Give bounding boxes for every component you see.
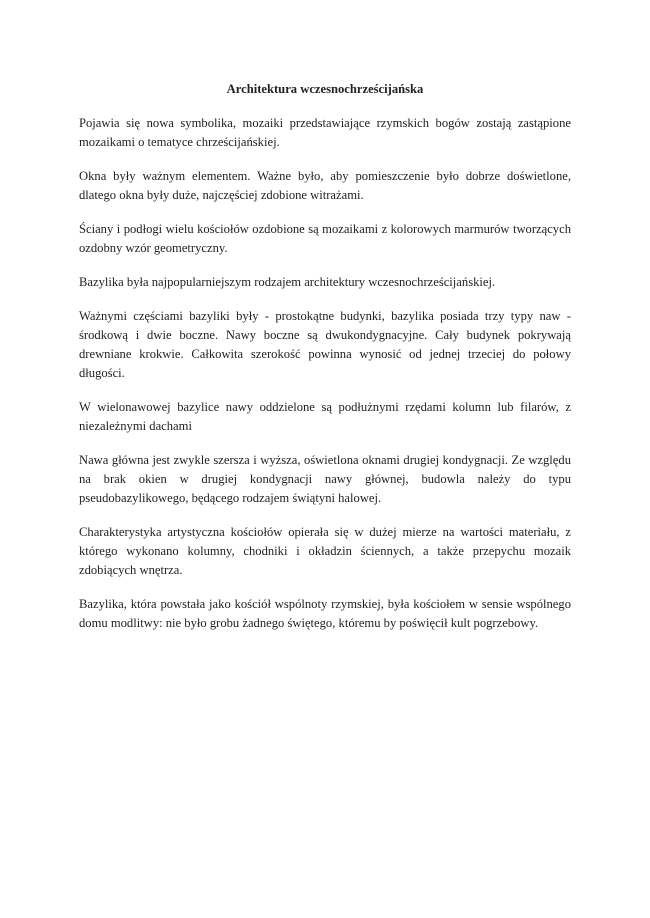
paragraph-4: Bazylika była najpopularniejszym rodzajem architektury wczesnochrześcijańskiej. xyxy=(79,275,496,289)
paragraph-8: Charakterystyka artystyczna kościołów opierała się w dużej mierze na wartości materiału, z którego wykonano kolumny, chodniki i okładzin ściennych, a także przepychu mozaik zdobiących wnętrza. xyxy=(79,525,571,577)
paragraph-6: W wielonawowej bazylice nawy oddzielone są podłużnymi rzędami kolumn lub filarów, z niezależnymi dachami xyxy=(79,400,571,433)
paragraph-1: Pojawia się nowa symbolika, mozaiki przedstawiające rzymskich bogów zostają zastąpione mozaikami o tematyce chrześcijańskiej. xyxy=(79,116,571,149)
document-title: Architektura wczesnochrześcijańska xyxy=(226,82,424,96)
paragraph-2: Okna były ważnym elementem. Ważne było, aby pomieszczenie było dobrze doświetlone, dlatego okna były duże, najczęściej zdobione witrażami. xyxy=(79,169,571,202)
paragraph-9: Bazylika, która powstała jako kościół wspólnoty rzymskiej, była kościołem w sensie wspólnego domu modlitwy: nie było grobu żadnego świętego, któremu by poświęcił kult pogrzebowy. xyxy=(79,597,571,630)
paragraph-7: Nawa główna jest zwykle szersza i wyższa, oświetlona oknami drugiej kondygnacji. Ze względu na brak okien w drugiej kondygnacji nawy głównej, budowla należy do typu pseudobazylikowego, będącego rodzajem świątyni halowej. xyxy=(79,453,571,505)
document-body xyxy=(79,80,571,648)
paragraph-5: Ważnymi częściami bazyliki były - prostokątne budynki, bazylika posiada trzy typy naw - środkową i dwie boczne. Nawy boczne są dwukondygnacyjne. Cały budynek pokrywają drewniane krokwie. Całkowita szerokość powinna wynosić od jednej trzeciej do połowy długości. xyxy=(79,309,571,380)
paragraph-3: Ściany i podłogi wielu kościołów ozdobione są mozaikami z kolorowych marmurów tworzących ozdobny wzór geometryczny. xyxy=(79,222,571,255)
